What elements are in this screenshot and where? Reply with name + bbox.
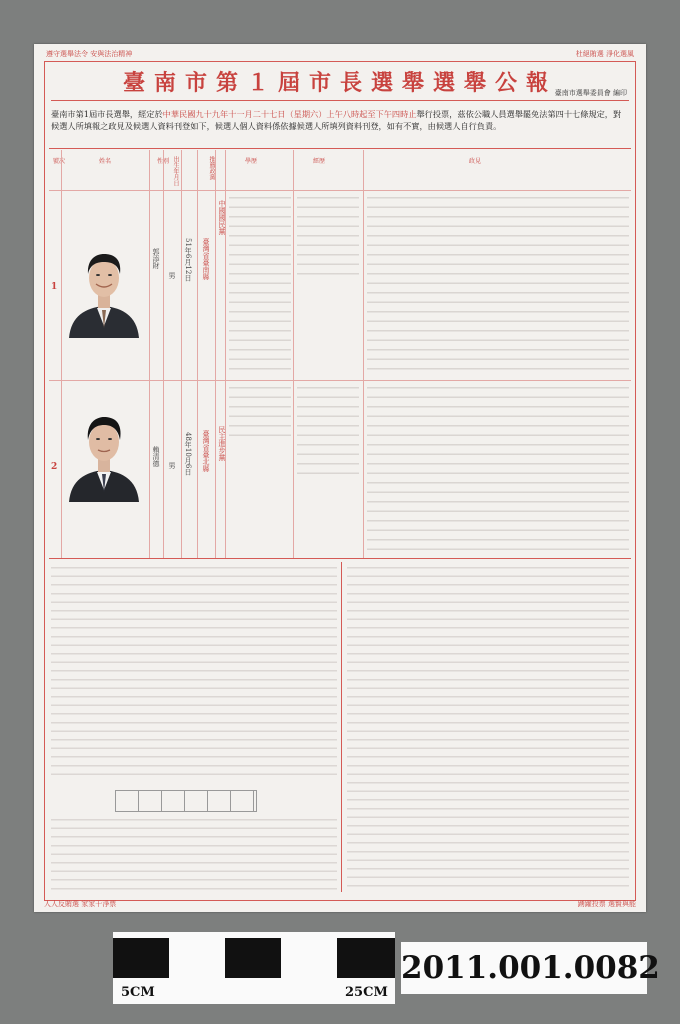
top-left-slogan: 遵守選舉法令 安與法治精神 <box>46 50 133 58</box>
header-name: 姓名 <box>99 158 112 165</box>
publisher: 臺南市選舉委員會 編印 <box>554 89 627 97</box>
col-divider <box>215 150 216 558</box>
ruler-block <box>281 938 337 978</box>
candidate-2-platform-text <box>367 384 629 554</box>
candidate-2-education-text <box>229 384 291 444</box>
header-platform: 政見 <box>469 158 482 165</box>
scale-ruler <box>113 932 395 1004</box>
candidate-2-birthplace: 臺灣省臺北縣 <box>202 430 210 472</box>
election-notice <box>51 108 629 132</box>
header-party: 推薦政黨 <box>208 156 215 180</box>
regulations-left-text <box>51 564 337 782</box>
portrait-icon <box>67 406 141 502</box>
candidate-1-education-text <box>229 194 291 374</box>
candidate-1-number: 1 <box>51 282 58 292</box>
col-divider <box>293 150 294 558</box>
ruler-label-right: 25CM <box>345 985 388 1000</box>
candidate-2-party: 民主進步黨 <box>218 426 226 461</box>
header-number: 號次 <box>53 158 66 165</box>
col-divider <box>149 150 150 558</box>
candidate-2-number: 2 <box>51 462 58 472</box>
notice-date: 中華民國九十九年十一月二十七日（星期六）上午八時起至下午四時止 <box>162 109 417 119</box>
col-divider <box>181 150 182 558</box>
portrait-icon <box>67 242 141 338</box>
ruler-block <box>113 938 169 978</box>
candidate-1-birth: 51年6月12日 <box>184 238 192 282</box>
ruler-block <box>225 938 281 978</box>
regulations-right-text <box>347 564 629 892</box>
candidate-1-experience-text <box>297 194 359 282</box>
notice-body: 舉行投票，茲依公職人員選舉罷免法第四十七條規定，對候選人所填報之政見及候選人資料刊登如下，候選人個人資料係依據候選人所填列資料刊登，如有不實，由候選人自行負責。 <box>51 109 622 131</box>
candidate-2-experience-text <box>297 384 359 480</box>
notice-prefix: 臺南市第1屆市長選舉，經定於 <box>51 109 163 119</box>
top-right-slogan: 杜絕賄選 淨化選風 <box>575 50 634 58</box>
candidate-1-birthplace: 臺灣省臺南縣 <box>202 238 210 280</box>
election-bulletin-sheet <box>34 44 646 912</box>
bottom-right-slogan: 踴躍投票 選賢與能 <box>577 900 636 908</box>
header-birth: 出生年月日 <box>172 156 179 186</box>
mini-table <box>115 790 257 812</box>
ruler-block <box>169 938 225 978</box>
header-experience: 經歷 <box>313 158 326 165</box>
col-divider <box>363 150 364 558</box>
ruler-block <box>337 938 395 978</box>
header-education: 學歷 <box>245 158 258 165</box>
candidate-1-party: 中國國民黨 <box>218 200 226 235</box>
row-divider <box>49 190 631 191</box>
row-divider <box>49 558 631 559</box>
bottom-left-slogan: 人人反賄選 家家干淨票 <box>44 900 117 908</box>
candidate-1-name: 郭添財 <box>152 248 160 269</box>
bulletin-title: 臺南市第１屆市長選舉選舉公報 <box>122 70 557 96</box>
lower-col-divider <box>341 562 342 892</box>
col-divider <box>163 150 164 558</box>
col-divider <box>197 150 198 558</box>
candidate-table-header <box>49 150 631 190</box>
candidate-1-photo <box>67 242 141 338</box>
candidate-2-gender: 男 <box>168 462 176 469</box>
candidate-2-birth: 48年10月6日 <box>184 432 192 476</box>
regulations-left-notes <box>51 816 337 896</box>
row-divider <box>49 380 631 381</box>
accession-number: 2011.001.0082 <box>401 942 647 994</box>
title-divider <box>51 100 629 101</box>
candidate-2-name: 賴清德 <box>152 446 160 467</box>
table-top-border <box>49 148 631 149</box>
candidate-1-gender: 男 <box>168 272 176 279</box>
header-gender: 性別 <box>157 158 170 165</box>
ruler-label-left: 5CM <box>121 985 155 1000</box>
col-divider <box>61 150 62 558</box>
bulletin-frame <box>44 61 636 901</box>
candidate-2-photo <box>67 406 141 502</box>
candidate-1-platform-text <box>367 194 629 376</box>
